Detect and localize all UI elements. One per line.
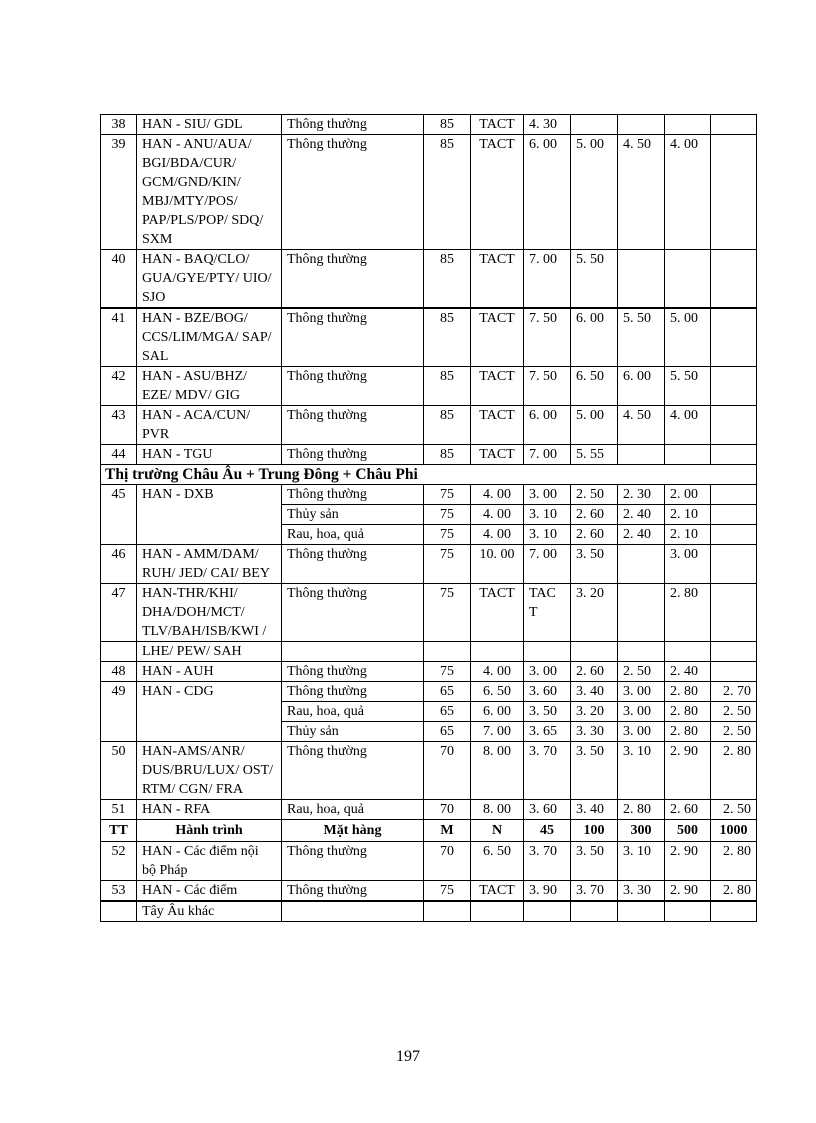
table-cell: 2. 80 (711, 742, 757, 800)
column-header: 100 (571, 820, 618, 842)
table-cell: HAN - BAQ/CLO/ GUA/GYE/PTY/ UIO/ SJO (137, 250, 282, 309)
table-cell: 3. 50 (571, 545, 618, 584)
table-cell: 2. 90 (665, 881, 711, 902)
table-cell: 70 (424, 842, 471, 881)
table-cell: HAN - CDG (137, 682, 282, 742)
table-cell: 2. 50 (711, 722, 757, 742)
table-cell: Thủy sản (282, 505, 424, 525)
table-cell: 4. 00 (665, 406, 711, 445)
table-cell: 3. 70 (524, 842, 571, 881)
table-cell: 3. 50 (571, 742, 618, 800)
table-cell: 85 (424, 367, 471, 406)
column-header: N (471, 820, 524, 842)
table-cell: HAN - AMM/DAM/ RUH/ JED/ CAI/ BEY (137, 545, 282, 584)
table-cell: 5. 50 (618, 308, 665, 367)
table-cell (571, 115, 618, 135)
table-cell (711, 584, 757, 642)
table-cell (571, 642, 618, 662)
table-cell: TACT (471, 584, 524, 642)
table-cell: 7. 00 (524, 545, 571, 584)
table-cell (618, 584, 665, 642)
table-row (101, 642, 757, 662)
table-cell: Thông thường (282, 485, 424, 505)
table-cell: 65 (424, 682, 471, 702)
column-header: 500 (665, 820, 711, 842)
table-cell: 3. 50 (524, 702, 571, 722)
table-cell: 3. 30 (571, 722, 618, 742)
table-cell: 2. 80 (618, 800, 665, 820)
table-row (101, 584, 757, 642)
table-cell: 3. 00 (524, 485, 571, 505)
table-cell (711, 135, 757, 250)
table-cell: 75 (424, 485, 471, 505)
table-cell (471, 901, 524, 922)
table-cell: 2. 50 (711, 702, 757, 722)
table-cell: Tây Âu khác (137, 901, 282, 922)
table-cell (665, 250, 711, 309)
table-cell: 2. 70 (711, 682, 757, 702)
table-cell: 3. 40 (571, 682, 618, 702)
table-cell (711, 485, 757, 505)
table-cell: 4. 00 (471, 485, 524, 505)
table-row (101, 545, 757, 584)
table-cell: 8. 00 (471, 800, 524, 820)
table-cell: 50 (101, 742, 137, 800)
section-title: Thị trường Châu Âu + Trung Đông + Châu Phi (101, 465, 757, 485)
table-cell: 3. 10 (618, 742, 665, 800)
table-cell: 38 (101, 115, 137, 135)
table-cell: 46 (101, 545, 137, 584)
table-cell (282, 901, 424, 922)
table-cell: Thông thường (282, 135, 424, 250)
table-cell: 43 (101, 406, 137, 445)
table-cell: 5. 00 (571, 406, 618, 445)
table-cell: 3. 60 (524, 682, 571, 702)
table-cell: 85 (424, 406, 471, 445)
table-cell: 7. 00 (524, 445, 571, 465)
rate-sheet (100, 114, 756, 922)
column-header: 300 (618, 820, 665, 842)
table-cell: 70 (424, 800, 471, 820)
table-cell: 42 (101, 367, 137, 406)
table-row (101, 135, 757, 250)
table-cell: 3. 00 (618, 702, 665, 722)
table-cell: 6. 00 (618, 367, 665, 406)
table-cell (524, 642, 571, 662)
table-cell: Thông thường (282, 662, 424, 682)
table-cell (711, 901, 757, 922)
table-cell: 3. 00 (618, 722, 665, 742)
table-cell: 4. 00 (665, 135, 711, 250)
table-cell: HAN - AUH (137, 662, 282, 682)
table-cell: TACT (471, 135, 524, 250)
table-cell: 75 (424, 545, 471, 584)
table-cell: HAN - ACA/CUN/ PVR (137, 406, 282, 445)
table-cell: 41 (101, 308, 137, 367)
table-cell (665, 642, 711, 662)
table-cell: 6. 00 (524, 406, 571, 445)
table-cell: 2. 90 (665, 842, 711, 881)
table-cell (618, 445, 665, 465)
table-cell: Thông thường (282, 445, 424, 465)
column-header: Mặt hàng (282, 820, 424, 842)
table-cell: 4. 50 (618, 135, 665, 250)
table-cell: HAN - Các điểm nội bộ Pháp (137, 842, 282, 881)
table-cell: 2. 40 (618, 505, 665, 525)
table-cell: 2. 50 (571, 485, 618, 505)
table-row (101, 250, 757, 309)
table-cell: 3. 30 (618, 881, 665, 902)
table-cell: 10. 00 (471, 545, 524, 584)
table-cell (711, 406, 757, 445)
table-cell: 2. 80 (665, 584, 711, 642)
table-cell: HAN - ANU/AUA/ BGI/BDA/CUR/ GCM/GND/KIN/ MBJ/MTY/POS/ PAP/PLS/POP/ SDQ/ SXM (137, 135, 282, 250)
column-header: 45 (524, 820, 571, 842)
table-cell: 3. 40 (571, 800, 618, 820)
table-cell: 85 (424, 308, 471, 367)
table-cell: 65 (424, 722, 471, 742)
table-cell: 3. 60 (524, 800, 571, 820)
table-cell: HAN - RFA (137, 800, 282, 820)
table-cell (665, 445, 711, 465)
table-cell: HAN - ASU/BHZ/ EZE/ MDV/ GIG (137, 367, 282, 406)
table-cell: 53 (101, 881, 137, 902)
table-row (101, 800, 757, 820)
table-cell: Rau, hoa, quả (282, 702, 424, 722)
table-cell: 4. 00 (471, 525, 524, 545)
table-cell: 3. 10 (524, 525, 571, 545)
table-cell (711, 115, 757, 135)
column-header: 1000 (711, 820, 757, 842)
table-cell: 6. 50 (471, 682, 524, 702)
table-cell: HAN-AMS/ANR/ DUS/BRU/LUX/ OST/ RTM/ CGN/ FRA (137, 742, 282, 800)
table-cell: 5. 50 (571, 250, 618, 309)
table-cell: Thông thường (282, 881, 424, 902)
table-cell: 5. 55 (571, 445, 618, 465)
table-cell: TAC T (524, 584, 571, 642)
table-cell: 49 (101, 682, 137, 742)
table-cell: 6. 00 (471, 702, 524, 722)
table-cell: 2. 60 (571, 505, 618, 525)
table-cell: 3. 70 (524, 742, 571, 800)
table-cell: 48 (101, 662, 137, 682)
table-row (101, 485, 757, 505)
column-header: TT (101, 820, 137, 842)
column-header: Hành trình (137, 820, 282, 842)
table-cell: Thông thường (282, 584, 424, 642)
table-cell: TACT (471, 250, 524, 309)
table-cell (101, 901, 137, 922)
table-cell (618, 901, 665, 922)
table-cell: Thông thường (282, 308, 424, 367)
table-cell: 85 (424, 445, 471, 465)
table-cell: 2. 80 (665, 682, 711, 702)
table-cell: 7. 00 (524, 250, 571, 309)
table-cell: 39 (101, 135, 137, 250)
table-row (101, 901, 757, 922)
table-cell (618, 115, 665, 135)
table-cell: Thông thường (282, 682, 424, 702)
table-cell: 4. 50 (618, 406, 665, 445)
table-cell (424, 901, 471, 922)
table-cell: HAN-THR/KHI/ DHA/DOH/MCT/ TLV/BAH/ISB/KWI / (137, 584, 282, 642)
table-row (101, 115, 757, 135)
table-cell (618, 642, 665, 662)
table-cell: 2. 40 (618, 525, 665, 545)
table-cell: Rau, hoa, quả (282, 800, 424, 820)
table-cell (618, 250, 665, 309)
table-cell (665, 115, 711, 135)
section-row (101, 465, 757, 485)
table-cell: 7. 50 (524, 367, 571, 406)
table-cell: 2. 60 (571, 525, 618, 545)
table-cell: 7. 00 (471, 722, 524, 742)
table-cell: 2. 40 (665, 662, 711, 682)
table-cell: 3. 00 (524, 662, 571, 682)
table-cell: Thông thường (282, 115, 424, 135)
table-cell: 85 (424, 250, 471, 309)
table-cell: 2. 10 (665, 505, 711, 525)
table-cell: 3. 65 (524, 722, 571, 742)
table-cell: HAN - TGU (137, 445, 282, 465)
table-cell: 5. 50 (665, 367, 711, 406)
table-cell: 75 (424, 881, 471, 902)
table-cell (665, 901, 711, 922)
table-row (101, 742, 757, 800)
freight-rate-table (100, 114, 757, 922)
table-cell (711, 308, 757, 367)
table-cell (618, 545, 665, 584)
table-cell: 44 (101, 445, 137, 465)
table-cell: 2. 80 (711, 842, 757, 881)
table-cell (711, 250, 757, 309)
table-cell (101, 642, 137, 662)
table-cell: 3. 20 (571, 584, 618, 642)
table-cell: 4. 30 (524, 115, 571, 135)
table-cell: 2. 60 (665, 800, 711, 820)
table-cell: 47 (101, 584, 137, 642)
table-cell: 75 (424, 584, 471, 642)
table-cell: Thông thường (282, 367, 424, 406)
table-cell (711, 525, 757, 545)
table-cell: 3. 70 (571, 881, 618, 902)
header-row (101, 820, 757, 842)
table-cell: 7. 50 (524, 308, 571, 367)
table-cell: 3. 00 (665, 545, 711, 584)
table-cell (424, 642, 471, 662)
page-number: 197 (396, 1048, 420, 1065)
table-cell (711, 367, 757, 406)
table-cell: 5. 00 (665, 308, 711, 367)
table-cell: Thông thường (282, 742, 424, 800)
table-cell: HAN - DXB (137, 485, 282, 545)
table-cell: 2. 10 (665, 525, 711, 545)
table-cell: Thủy sản (282, 722, 424, 742)
table-cell: HAN - Các điểm (137, 881, 282, 902)
table-cell: 3. 10 (524, 505, 571, 525)
column-header: M (424, 820, 471, 842)
table-cell (711, 445, 757, 465)
table-cell: 4. 00 (471, 505, 524, 525)
table-cell: 70 (424, 742, 471, 800)
table-cell: 8. 00 (471, 742, 524, 800)
table-row (101, 367, 757, 406)
table-cell (471, 642, 524, 662)
table-cell: 3. 10 (618, 842, 665, 881)
table-cell: 4. 00 (471, 662, 524, 682)
table-cell: 2. 80 (711, 881, 757, 902)
table-cell: TACT (471, 406, 524, 445)
table-cell: 2. 50 (618, 662, 665, 682)
table-cell: TACT (471, 367, 524, 406)
table-cell: Thông thường (282, 545, 424, 584)
table-cell: HAN - SIU/ GDL (137, 115, 282, 135)
table-cell: 45 (101, 485, 137, 545)
table-row (101, 881, 757, 902)
table-cell: Thông thường (282, 842, 424, 881)
table-cell (571, 901, 618, 922)
table-cell: 85 (424, 115, 471, 135)
table-row (101, 308, 757, 367)
table-cell: 6. 00 (524, 135, 571, 250)
table-cell: TACT (471, 445, 524, 465)
table-row (101, 682, 757, 702)
table-cell (711, 545, 757, 584)
table-cell: 2. 50 (711, 800, 757, 820)
table-cell: 5. 00 (571, 135, 618, 250)
table-cell: 2. 80 (665, 722, 711, 742)
table-cell: 3. 90 (524, 881, 571, 902)
table-row (101, 445, 757, 465)
table-cell: 52 (101, 842, 137, 881)
table-cell: 3. 50 (571, 842, 618, 881)
table-cell: 65 (424, 702, 471, 722)
table-cell: 2. 90 (665, 742, 711, 800)
table-cell: 3. 20 (571, 702, 618, 722)
table-cell: Rau, hoa, quả (282, 525, 424, 545)
table-cell: TACT (471, 881, 524, 902)
table-row (101, 406, 757, 445)
table-cell: 85 (424, 135, 471, 250)
table-cell: 75 (424, 505, 471, 525)
table-cell: 75 (424, 525, 471, 545)
table-row (101, 662, 757, 682)
table-cell (711, 662, 757, 682)
table-cell: 40 (101, 250, 137, 309)
table-body (101, 115, 757, 922)
table-cell: 2. 60 (571, 662, 618, 682)
table-cell: 2. 00 (665, 485, 711, 505)
table-cell: TACT (471, 308, 524, 367)
table-row (101, 842, 757, 881)
table-cell: Thông thường (282, 250, 424, 309)
table-cell: 6. 50 (571, 367, 618, 406)
table-cell (711, 505, 757, 525)
table-cell: 3. 00 (618, 682, 665, 702)
table-cell: 6. 50 (471, 842, 524, 881)
table-cell: TACT (471, 115, 524, 135)
table-cell: Thông thường (282, 406, 424, 445)
table-cell (282, 642, 424, 662)
table-cell: HAN - BZE/BOG/ CCS/LIM/MGA/ SAP/ SAL (137, 308, 282, 367)
table-cell (711, 642, 757, 662)
table-cell: 2. 30 (618, 485, 665, 505)
table-cell: 75 (424, 662, 471, 682)
table-cell: 51 (101, 800, 137, 820)
table-cell: LHE/ PEW/ SAH (137, 642, 282, 662)
table-cell (524, 901, 571, 922)
table-cell: 2. 80 (665, 702, 711, 722)
table-cell: 6. 00 (571, 308, 618, 367)
